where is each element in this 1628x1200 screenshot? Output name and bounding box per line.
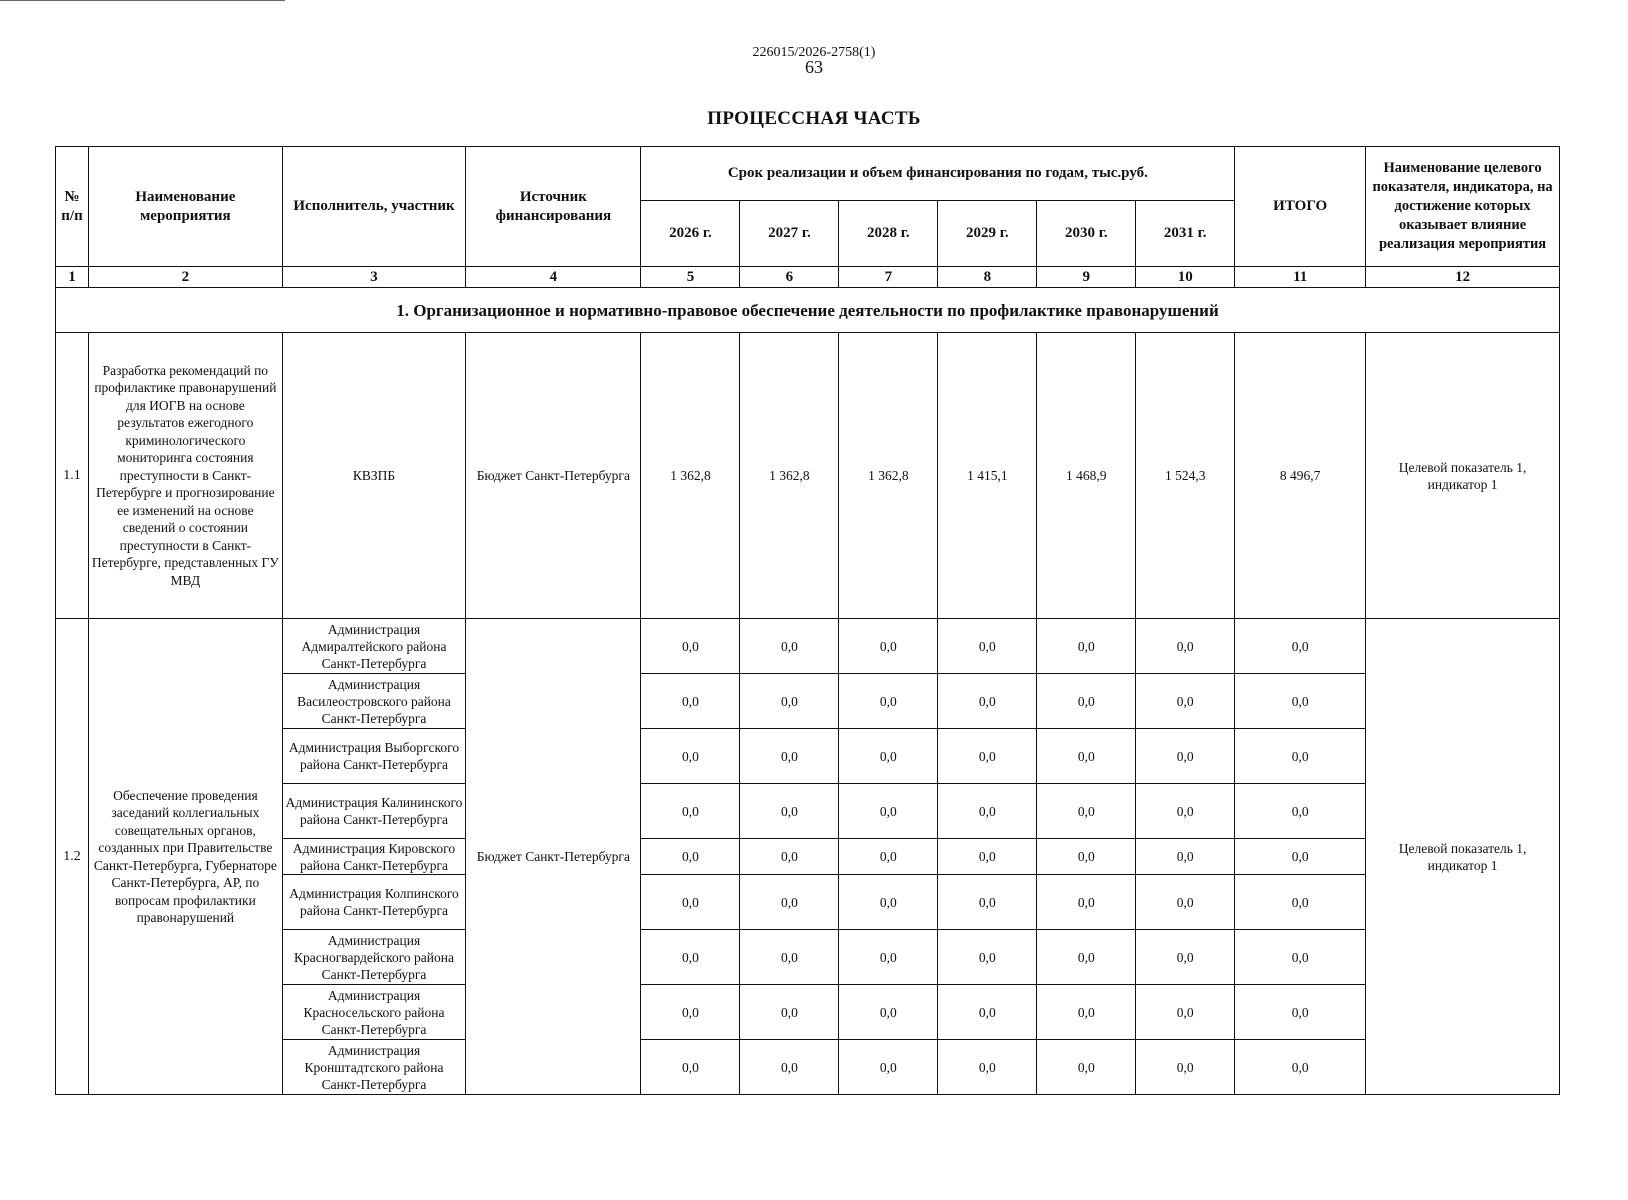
total-cell: 8 496,7 (1235, 333, 1366, 619)
header-total: ИТОГО (1235, 147, 1366, 267)
value-cell: 1 362,8 (740, 333, 839, 619)
section-row (56, 288, 1560, 333)
value-cell: 0,0 (1037, 619, 1136, 674)
total-cell: 0,0 (1235, 619, 1366, 674)
process-table-wrapper (55, 146, 1560, 1095)
value-cell: 0,0 (641, 674, 740, 729)
value-cell: 0,0 (641, 875, 740, 930)
column-number: 3 (282, 267, 465, 288)
value-cell: 0,0 (1037, 985, 1136, 1040)
executor-cell: Администрация Колпинского района Санкт-Петербурга (282, 875, 465, 930)
indicator-cell: Целевой показатель 1, индикатор 1 (1366, 333, 1560, 619)
header-executor: Исполнитель, участник (282, 147, 465, 267)
value-cell: 0,0 (1037, 729, 1136, 784)
value-cell: 0,0 (740, 930, 839, 985)
column-number: 11 (1235, 267, 1366, 288)
value-cell: 0,0 (740, 839, 839, 875)
row-number: 1.1 (56, 333, 89, 619)
page-title: ПРОЦЕССНАЯ ЧАСТЬ (707, 108, 921, 129)
value-cell: 0,0 (740, 875, 839, 930)
column-number: 12 (1366, 267, 1560, 288)
header-year: 2026 г. (641, 201, 740, 267)
executor-cell: Администрация Кронштадтского района Санкт-Петербурга (282, 1040, 465, 1095)
value-cell: 0,0 (839, 784, 938, 839)
indicator-cell: Целевой показатель 1, индикатор 1 (1366, 619, 1560, 1095)
column-number: 5 (641, 267, 740, 288)
table-header (56, 147, 1560, 288)
executor-cell: Администрация Калининского района Санкт-Петербурга (282, 784, 465, 839)
header-year: 2027 г. (740, 201, 839, 267)
value-cell: 1 524,3 (1136, 333, 1235, 619)
column-number: 2 (88, 267, 282, 288)
total-cell: 0,0 (1235, 674, 1366, 729)
value-cell: 0,0 (938, 729, 1037, 784)
header-name: Наименование мероприятия (88, 147, 282, 267)
value-cell: 0,0 (1136, 839, 1235, 875)
value-cell: 1 468,9 (1037, 333, 1136, 619)
value-cell: 0,0 (938, 839, 1037, 875)
executor-cell: Администрация Кировского района Санкт-Петербурга (282, 839, 465, 875)
value-cell: 0,0 (740, 729, 839, 784)
value-cell: 0,0 (839, 875, 938, 930)
total-cell: 0,0 (1235, 985, 1366, 1040)
column-number: 6 (740, 267, 839, 288)
header-year: 2029 г. (938, 201, 1037, 267)
header-year: 2028 г. (839, 201, 938, 267)
total-cell: 0,0 (1235, 875, 1366, 930)
header-year: 2031 г. (1136, 201, 1235, 267)
total-cell: 0,0 (1235, 1040, 1366, 1095)
value-cell: 0,0 (740, 619, 839, 674)
value-cell: 0,0 (938, 985, 1037, 1040)
document-id: 226015/2026-2758(1) (752, 45, 876, 60)
value-cell: 0,0 (1037, 1040, 1136, 1095)
value-cell: 0,0 (740, 674, 839, 729)
column-number: 1 (56, 267, 89, 288)
executor-cell: Администрация Красногвардейского района Санкт-Петербурга (282, 930, 465, 985)
executor-cell: КВЗПБ (282, 333, 465, 619)
column-number: 4 (466, 267, 641, 288)
value-cell: 0,0 (1037, 839, 1136, 875)
value-cell: 0,0 (839, 839, 938, 875)
value-cell: 0,0 (1037, 930, 1136, 985)
value-cell: 0,0 (839, 1040, 938, 1095)
section-title: 1. Организационное и нормативно-правовое обеспечение деятельности по профилактике правонарушений (56, 288, 1560, 333)
value-cell: 0,0 (1037, 674, 1136, 729)
measure-name: Обеспечение проведения заседаний коллегиальных совещательных органов, созданных при Правительстве Санкт-Петербурга, Губернаторе Санкт-Петербурга, АР, по вопросам профилактики правонарушений (88, 619, 282, 1095)
value-cell: 0,0 (641, 1040, 740, 1095)
executor-cell: Администрация Адмиралтейского района Санкт-Петербурга (282, 619, 465, 674)
measure-name: Разработка рекомендаций по профилактике правонарушений для ИОГВ на основе результатов ежегодного криминологического мониторинга состояния преступности в Санкт-Петербурге и прогнозирование ее изменений на основе сведений о состоянии преступности в Санкт-Петербурге, представленных ГУ МВД (88, 333, 282, 619)
value-cell: 1 362,8 (839, 333, 938, 619)
value-cell: 0,0 (839, 674, 938, 729)
value-cell: 0,0 (641, 729, 740, 784)
value-cell: 0,0 (1037, 784, 1136, 839)
funding-source: Бюджет Санкт-Петербурга (466, 619, 641, 1095)
executor-cell: Администрация Выборгского района Санкт-Петербурга (282, 729, 465, 784)
value-cell: 0,0 (641, 619, 740, 674)
column-number-row (56, 267, 1560, 288)
value-cell: 0,0 (1136, 930, 1235, 985)
value-cell: 0,0 (740, 1040, 839, 1095)
value-cell: 0,0 (641, 985, 740, 1040)
table-body (56, 288, 1560, 1095)
header-indicator: Наименование целевого показателя, индикатора, на достижение которых оказывает влияние реализация мероприятия (1366, 147, 1560, 267)
total-cell: 0,0 (1235, 729, 1366, 784)
column-number: 7 (839, 267, 938, 288)
value-cell: 0,0 (1136, 875, 1235, 930)
value-cell: 0,0 (1136, 1040, 1235, 1095)
header-year: 2030 г. (1037, 201, 1136, 267)
page-number: 63 (805, 57, 823, 77)
value-cell: 0,0 (839, 930, 938, 985)
value-cell: 0,0 (938, 674, 1037, 729)
value-cell: 0,0 (938, 784, 1037, 839)
total-cell: 0,0 (1235, 839, 1366, 875)
value-cell: 0,0 (1136, 674, 1235, 729)
column-number: 10 (1136, 267, 1235, 288)
value-cell: 0,0 (740, 784, 839, 839)
table-row (56, 619, 1560, 674)
row-number: 1.2 (56, 619, 89, 1095)
value-cell: 1 362,8 (641, 333, 740, 619)
value-cell: 0,0 (938, 875, 1037, 930)
executor-cell: Администрация Василеостровского района Санкт-Петербурга (282, 674, 465, 729)
process-table (55, 146, 1560, 1095)
total-cell: 0,0 (1235, 784, 1366, 839)
total-cell: 0,0 (1235, 930, 1366, 985)
value-cell: 1 415,1 (938, 333, 1037, 619)
value-cell: 0,0 (1136, 784, 1235, 839)
value-cell: 0,0 (1136, 619, 1235, 674)
value-cell: 0,0 (938, 930, 1037, 985)
value-cell: 0,0 (839, 619, 938, 674)
header-source: Источник финансирования (466, 147, 641, 267)
header-num: № п/п (56, 147, 89, 267)
value-cell: 0,0 (740, 985, 839, 1040)
value-cell: 0,0 (839, 985, 938, 1040)
value-cell: 0,0 (938, 1040, 1037, 1095)
value-cell: 0,0 (1037, 875, 1136, 930)
column-number: 8 (938, 267, 1037, 288)
value-cell: 0,0 (641, 784, 740, 839)
value-cell: 0,0 (641, 839, 740, 875)
funding-source: Бюджет Санкт-Петербурга (466, 333, 641, 619)
scan-edge-line (0, 0, 285, 1)
executor-cell: Администрация Красносельского района Санкт-Петербурга (282, 985, 465, 1040)
table-row (56, 333, 1560, 619)
value-cell: 0,0 (1136, 729, 1235, 784)
header-period: Срок реализации и объем финансирования по годам, тыс.руб. (641, 147, 1235, 201)
value-cell: 0,0 (641, 930, 740, 985)
value-cell: 0,0 (938, 619, 1037, 674)
value-cell: 0,0 (1136, 985, 1235, 1040)
column-number: 9 (1037, 267, 1136, 288)
value-cell: 0,0 (839, 729, 938, 784)
